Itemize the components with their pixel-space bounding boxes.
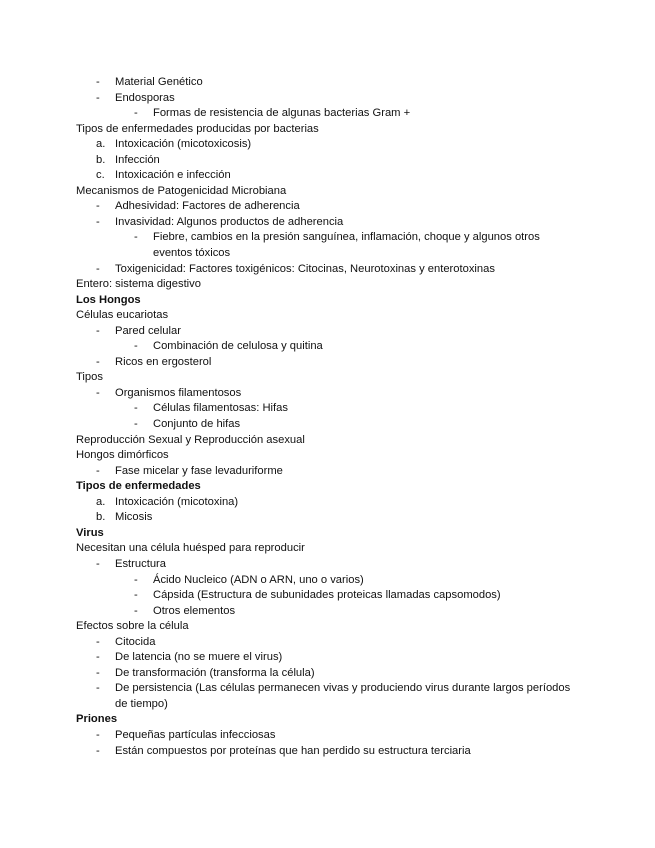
bullet-item xyxy=(0,635,655,651)
dash-bullet: - xyxy=(96,651,100,664)
item-text: Están compuestos por proteínas que han perdido su estructura terciaria xyxy=(115,744,471,757)
line-text: Efectos sobre la célula xyxy=(76,620,189,633)
sub-bullet-item xyxy=(0,588,655,604)
line-text: Reproducción Sexual y Reproducción asexual xyxy=(76,433,305,446)
line-text: Tipos xyxy=(76,371,103,384)
dash-bullet: - xyxy=(134,107,138,120)
dash-bullet: - xyxy=(96,464,100,477)
dash-bullet: - xyxy=(134,340,138,353)
numbered-list-item xyxy=(0,510,655,526)
paragraph-line xyxy=(0,370,655,386)
dash-bullet: - xyxy=(134,231,138,244)
bullet-item xyxy=(0,464,655,480)
list-number: b. xyxy=(96,511,106,524)
section-heading xyxy=(0,526,655,542)
dash-bullet: - xyxy=(96,666,100,679)
bullet-item xyxy=(0,355,655,371)
item-text: Toxigenicidad: Factores toxigénicos: Citocinas, Neurotoxinas y enterotoxinas xyxy=(115,262,495,275)
item-text: Endosporas xyxy=(115,91,175,104)
item-text: Ácido Nucleico (ADN o ARN, uno o varios) xyxy=(153,573,364,586)
line-text: Tipos de enfermedades producidas por bacterias xyxy=(76,122,319,135)
sub-bullet-item xyxy=(0,573,655,589)
sub-bullet-item xyxy=(0,417,655,433)
sub-bullet-item xyxy=(0,604,655,620)
bullet-item xyxy=(0,744,655,760)
bullet-item xyxy=(0,386,655,402)
item-text: Pared celular xyxy=(115,324,181,337)
dash-bullet: - xyxy=(96,635,100,648)
item-text: De persistencia (Las células permanecen vivas y produciendo virus durante largos períodos de tiempo) xyxy=(115,682,571,710)
paragraph-line xyxy=(0,448,655,464)
dash-bullet: - xyxy=(96,557,100,570)
item-text: Fiebre, cambios en la presión sanguínea, inflamación, choque y algunos otros eventos tóxicos xyxy=(153,231,540,260)
dash-bullet: - xyxy=(96,91,100,104)
item-text: Células filamentosas: Hifas xyxy=(153,402,288,415)
line-text: Hongos dimórficos xyxy=(76,449,169,462)
section-heading xyxy=(0,293,655,309)
bullet-item xyxy=(0,75,655,91)
item-text: Formas de resistencia de algunas bacterias Gram + xyxy=(153,107,411,120)
paragraph-line xyxy=(0,308,655,324)
dash-bullet: - xyxy=(134,604,138,617)
item-text: Material Genético xyxy=(115,76,203,88)
dash-bullet: - xyxy=(134,589,138,602)
list-number: b. xyxy=(96,153,106,166)
sub-bullet-item xyxy=(0,106,655,122)
list-number: a. xyxy=(96,138,106,151)
dash-bullet: - xyxy=(96,200,100,213)
item-text: Citocida xyxy=(115,635,156,648)
heading-text: Virus xyxy=(76,526,104,539)
dash-bullet: - xyxy=(96,215,100,228)
item-text: Cápsida (Estructura de subunidades proteicas llamadas capsomodos) xyxy=(153,589,501,602)
sub-bullet-item xyxy=(0,339,655,355)
item-text: Fase micelar y fase levaduriforme xyxy=(115,464,283,477)
numbered-list-item xyxy=(0,168,655,184)
bullet-item xyxy=(0,728,655,744)
section-heading xyxy=(0,479,655,495)
bullet-item xyxy=(0,557,655,573)
line-text: Necesitan una célula huésped para reproducir xyxy=(76,542,305,555)
dash-bullet: - xyxy=(96,744,100,757)
bullet-item xyxy=(0,681,655,712)
item-text: De transformación (transforma la célula) xyxy=(115,666,315,679)
numbered-list-item xyxy=(0,495,655,511)
numbered-list-item xyxy=(0,153,655,169)
dash-bullet: - xyxy=(96,324,100,337)
dash-bullet: - xyxy=(134,573,138,586)
item-text: Adhesividad: Factores de adherencia xyxy=(115,200,300,213)
dash-bullet: - xyxy=(96,355,100,368)
numbered-list-item xyxy=(0,137,655,153)
item-text: Intoxicación e infección xyxy=(115,169,231,182)
sub-bullet-item xyxy=(0,401,655,417)
bullet-item xyxy=(0,199,655,215)
item-text: Intoxicación (micotoxina) xyxy=(115,495,239,508)
item-text: Intoxicación (micotoxicosis) xyxy=(115,138,252,151)
dash-bullet: - xyxy=(134,418,138,431)
dash-bullet: - xyxy=(96,728,100,741)
paragraph-line xyxy=(0,619,655,635)
item-text: Conjunto de hifas xyxy=(153,418,241,431)
dash-bullet: - xyxy=(96,386,100,399)
paragraph-line xyxy=(0,122,655,138)
item-text: Micosis xyxy=(115,511,153,524)
paragraph-line xyxy=(0,184,655,200)
bullet-item xyxy=(0,215,655,231)
item-text: Pequeñas partículas infecciosas xyxy=(115,728,276,741)
paragraph-line xyxy=(0,433,655,449)
line-text: Mecanismos de Patogenicidad Microbiana xyxy=(76,184,287,197)
bullet-item xyxy=(0,324,655,340)
sub-bullet-item xyxy=(0,230,655,261)
paragraph-line xyxy=(0,541,655,557)
heading-text: Tipos de enfermedades xyxy=(76,480,201,493)
dash-bullet: - xyxy=(96,76,100,88)
bullet-item xyxy=(0,666,655,682)
line-text: Células eucariotas xyxy=(76,309,169,322)
dash-bullet: - xyxy=(96,682,100,695)
dash-bullet: - xyxy=(134,402,138,415)
bullet-item xyxy=(0,91,655,107)
dash-bullet: - xyxy=(96,262,100,275)
item-text: Organismos filamentosos xyxy=(115,386,242,399)
paragraph-line xyxy=(0,277,655,293)
list-number: c. xyxy=(96,169,105,182)
heading-text: Priones xyxy=(76,713,118,726)
bullet-item xyxy=(0,650,655,666)
item-text: Estructura xyxy=(115,557,166,570)
item-text: Invasividad: Algunos productos de adherencia xyxy=(115,215,344,228)
list-number: a. xyxy=(96,495,106,508)
line-text: Entero: sistema digestivo xyxy=(76,278,201,291)
item-text: Infección xyxy=(115,153,160,166)
item-text: Ricos en ergosterol xyxy=(115,355,212,368)
item-text: De latencia (no se muere el virus) xyxy=(115,651,283,664)
document-body xyxy=(0,75,655,759)
section-heading xyxy=(0,712,655,728)
bullet-item xyxy=(0,262,655,278)
heading-text: Los Hongos xyxy=(76,293,141,306)
item-text: Otros elementos xyxy=(153,604,236,617)
item-text: Combinación de celulosa y quitina xyxy=(153,340,323,353)
